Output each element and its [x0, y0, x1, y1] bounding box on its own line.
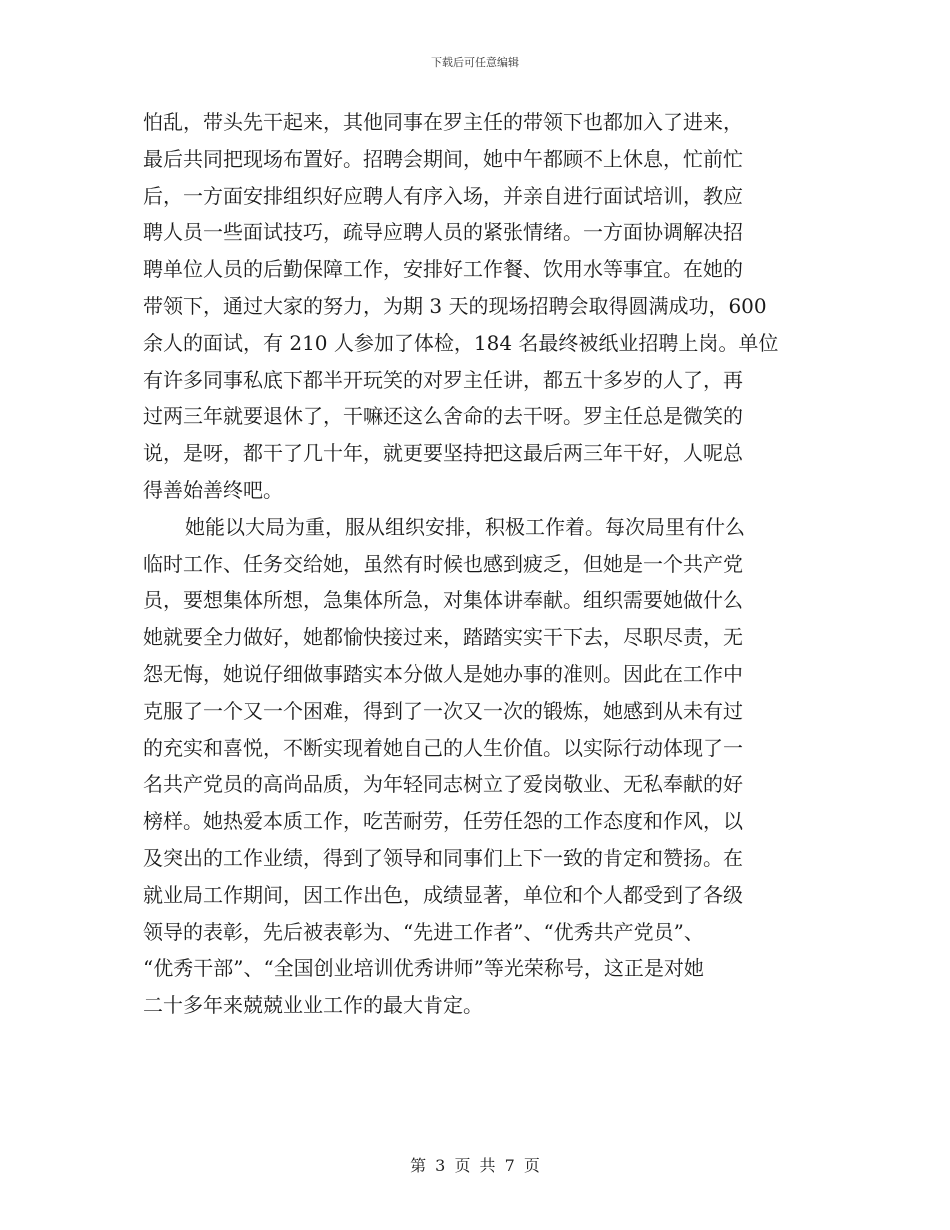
document-body	[143, 104, 807, 1024]
text-line: 过两三年就要退休了，干嘛还这么舍命的去干呀。罗主任总是微笑的	[143, 404, 743, 429]
text-line: 聘人员一些面试技巧，疏导应聘人员的紧张情绪。一方面协调解决招	[143, 220, 743, 245]
text-line: 后，一方面安排组织好应聘人有序入场，并亲自进行面试培训，教应	[143, 183, 743, 208]
text-line: 及突出的工作业绩，得到了领导和同事们上下一致的肯定和赞扬。在	[143, 845, 743, 870]
text-line: 领导的表彰，先后被表彰为、“先进工作者”、“优秀共产党员”、	[143, 919, 704, 944]
page-number: 第 3 页 共 7 页	[410, 1156, 540, 1175]
paragraph-1	[143, 104, 807, 509]
text-line: 余人的面试，有 210 人参加了体检，184 名最终被纸业招聘上岗。单位	[143, 330, 779, 355]
text-line: 怨无悔，她说仔细做事踏实本分做人是她办事的准则。因此在工作中	[143, 661, 743, 686]
text-line: 她能以大局为重，服从组织安排，积极工作着。每次局里有什么	[185, 514, 745, 539]
text-line: 的充实和喜悦，不断实现着她自己的人生价值。以实际行动体现了一	[143, 735, 743, 760]
paragraph-2	[143, 509, 807, 1024]
text-line: 最后共同把现场布置好。招聘会期间，她中午都顾不上休息，忙前忙	[143, 146, 743, 171]
text-line: 榜样。她热爱本质工作，吃苦耐劳，任劳任怨的工作态度和作风，以	[143, 809, 743, 834]
header-note: 下载后可任意编辑	[431, 56, 519, 69]
text-line: 克服了一个又一个困难，得到了一次又一次的锻炼，她感到从未有过	[143, 698, 743, 723]
text-line: 怕乱，带头先干起来，其他同事在罗主任的带领下也都加入了进来，	[143, 110, 743, 134]
text-line: “优秀干部”、“全国创业培训优秀讲师”等光荣称号，这正是对她	[143, 956, 704, 981]
text-line: 得善始善终吧。	[143, 477, 283, 502]
text-line: 带领下，通过大家的努力，为期 3 天的现场招聘会取得圆满成功，600	[143, 293, 767, 318]
text-line: 二十多年来兢兢业业工作的最大肯定。	[143, 993, 483, 1018]
text-line: 就业局工作期间，因工作出色，成绩显著，单位和个人都受到了各级	[143, 882, 743, 907]
text-line: 名共产党员的高尚品质，为年轻同志树立了爱岗敬业、无私奉献的好	[143, 772, 743, 797]
text-line: 她就要全力做好，她都愉快接过来，踏踏实实干下去，尽职尽责，无	[143, 625, 743, 650]
text-line: 说，是呀，都干了几十年，就更要坚持把这最后两三年干好，人呢总	[143, 441, 743, 466]
text-line: 聘单位人员的后勤保障工作，安排好工作餐、饮用水等事宜。在她的	[143, 257, 743, 282]
text-line: 有许多同事私底下都半开玩笑的对罗主任讲，都五十多岁的人了，再	[143, 367, 743, 392]
text-line: 员，要想集体所想，急集体所急，对集体讲奉献。组织需要她做什么	[143, 588, 743, 613]
text-line: 临时工作、任务交给她，虽然有时候也感到疲乏，但她是一个共产党	[143, 551, 743, 576]
